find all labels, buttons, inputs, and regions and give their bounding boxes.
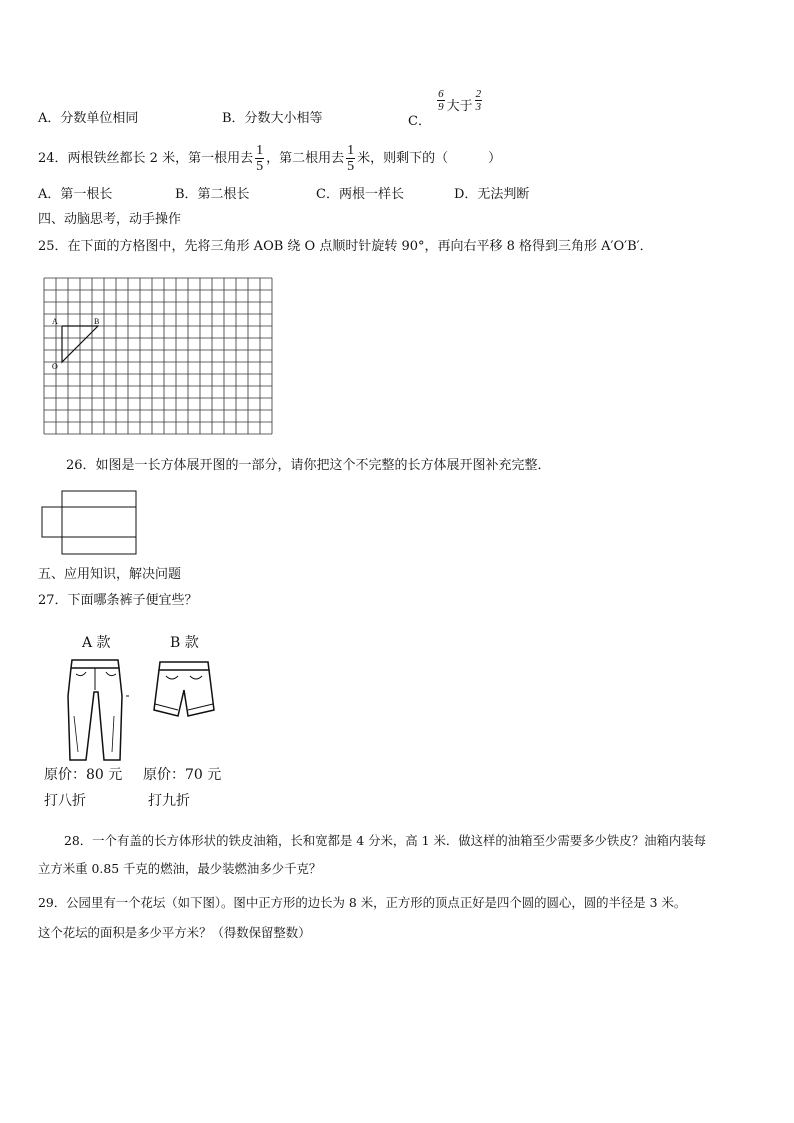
q24-option-a: A．第一根长 (38, 187, 113, 202)
q23-option-c-middle: 大于 (446, 99, 473, 114)
section-5-title: 五、应用知识，解决问题 (38, 567, 182, 582)
q24-option-b: B．第二根长 (175, 187, 250, 202)
q23-option-c-prefix: C． (408, 114, 431, 129)
q27-b-price: 原价：70 元 (143, 767, 222, 783)
q24-option-d: D．无法判断 (454, 187, 530, 202)
fraction-numerator: 1 (256, 143, 264, 158)
fraction-numerator: 6 (438, 88, 444, 100)
q26-question: 26．如图是一长方体展开图的一部分，请你把这个不完整的长方体展开图补充完整． (66, 458, 551, 473)
q29-question-line-1: 29．公园里有一个花坛（如下图）。图中正方形的边长为 8 米，正方形的顶点正好是四个圆的圆心，圆的半径是 3 米。 (38, 895, 687, 910)
q24-text-4: ） (488, 151, 502, 166)
q27-b-discount: 打九折 (148, 793, 190, 809)
q27-question: 27．下面哪条裤子便宜些？ (38, 593, 198, 608)
fraction-numerator: 1 (347, 143, 355, 158)
label-a: A (52, 317, 58, 326)
q29-question-line-2: 这个花坛的面积是多少平方米？（得数保留整数） (38, 925, 311, 940)
q24-text-1: 24．两根铁丝都长 2 米，第一根用去 (38, 151, 254, 166)
fraction-numerator: 2 (475, 88, 482, 100)
q23-option-a: A．分数单位相同 (38, 111, 139, 126)
q24-text-3: 米，则剩下的（ (357, 151, 449, 166)
shorts-icon (150, 656, 220, 722)
q25-grid-figure[interactable] (38, 272, 278, 437)
q28-question-line-1: 28．一个有盖的长方体形状的铁皮油箱，长和宽都是 4 分米，高 1 米．做这样的油箱至少需要多少铁皮？油箱内装每 (64, 833, 707, 848)
q27-a-label: A 款 (82, 635, 111, 651)
q23-option-c (408, 88, 484, 129)
q23-fraction-2 (475, 88, 483, 113)
q27-b-label: B 款 (170, 635, 199, 651)
q28-question-line-2: 立方米重 0.85 千克的燃油，最少装燃油多少千克？ (38, 861, 322, 876)
q27-a-price: 原价：80 元 (44, 767, 123, 783)
fraction-denominator: 3 (475, 101, 482, 113)
fraction-denominator: 5 (347, 159, 355, 174)
section-4-title: 四、动脑思考，动手操作 (38, 212, 182, 227)
q25-question: 25．在下面的方格图中，先将三角形 AOB 绕 O 点顺时针旋转 90°，再向右平移 8 格得到三角形 A′O′B′． (38, 239, 653, 254)
q24-fraction-2 (346, 143, 355, 174)
q27-a-discount: 打八折 (44, 793, 86, 809)
q23-option-b: B．分数大小相等 (222, 111, 323, 126)
q26-net-figure[interactable] (40, 490, 140, 556)
grid-lines (44, 278, 272, 434)
long-pants-icon (56, 656, 136, 764)
q24-question (38, 143, 501, 174)
label-b: B (94, 317, 100, 326)
q24-option-c: C．两根一样长 (316, 187, 404, 202)
q24-fraction-1 (255, 143, 264, 174)
q24-text-2: ，第二根用去 (266, 151, 345, 166)
fraction-denominator: 5 (256, 159, 264, 174)
fraction-denominator: 9 (438, 101, 444, 113)
label-o: O (52, 362, 58, 371)
q23-fraction-1 (437, 88, 445, 113)
